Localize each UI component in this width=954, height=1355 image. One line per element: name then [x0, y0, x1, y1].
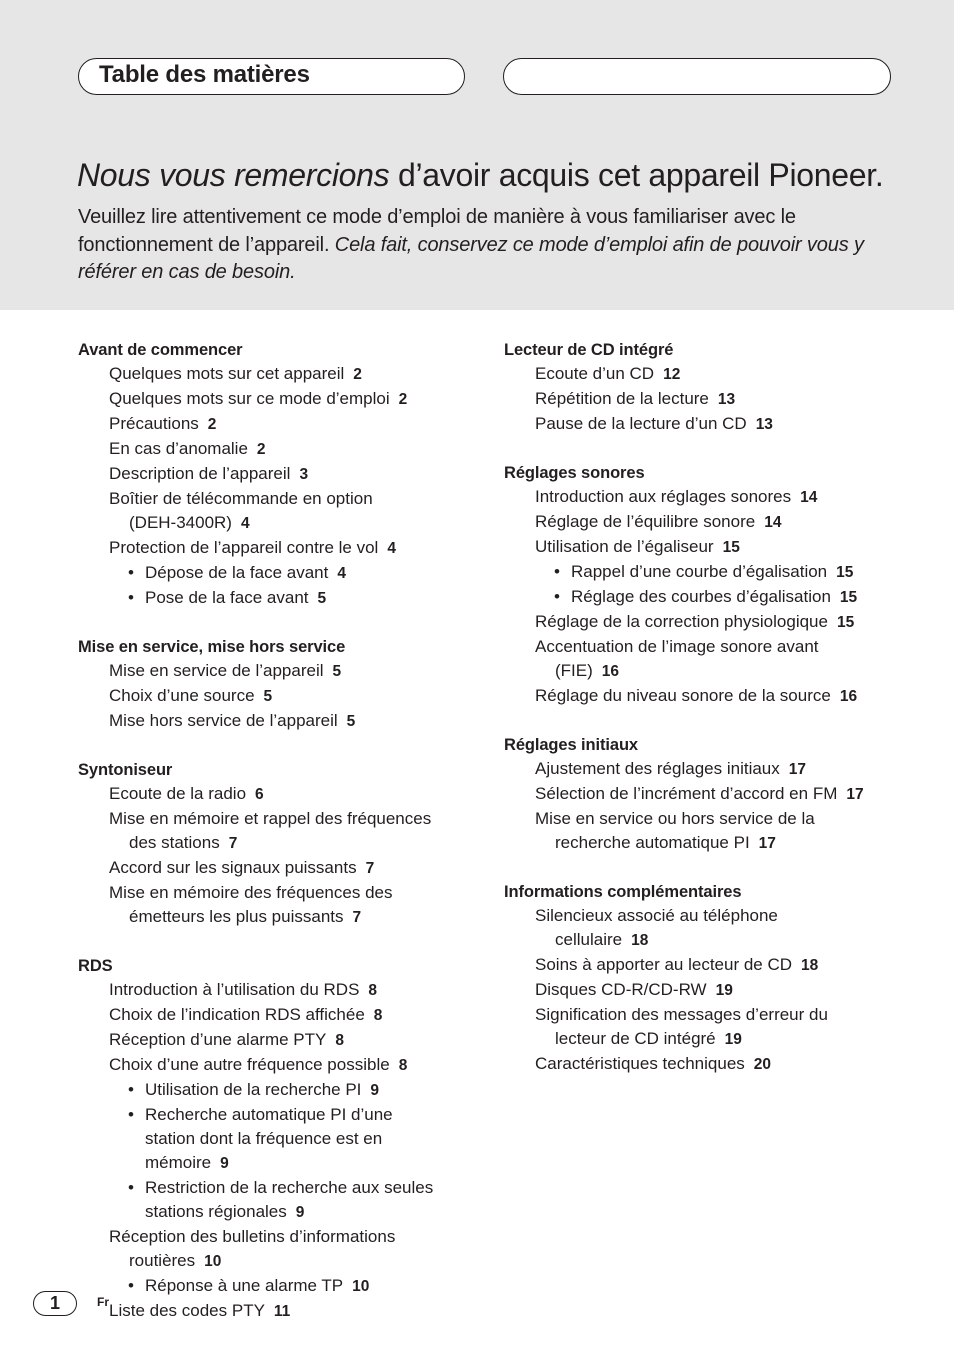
toc-entry: [78, 1053, 473, 1078]
toc-section-heading: Lecteur de CD intégré: [504, 341, 674, 359]
toc-entry-text: Mise en mémoire des fréquences des: [109, 883, 393, 902]
toc-entry: [504, 387, 904, 412]
toc-page-number: 11: [273, 1303, 291, 1320]
toc-entry: [78, 1249, 473, 1274]
toc-entry: [78, 709, 473, 734]
section-spacer: [78, 734, 473, 758]
toc-entry-text: Dépose de la face avant: [145, 563, 329, 582]
toc-page-number: 18: [631, 932, 649, 949]
toc-page-number: 4: [240, 515, 250, 532]
toc-page-number: 5: [332, 663, 342, 680]
toc-page-number: 13: [717, 391, 736, 408]
toc-page-number: 6: [255, 786, 264, 803]
toc-entry-text: stations régionales: [145, 1202, 287, 1221]
toc-entry-text: Quelques mots sur cet appareil: [109, 364, 345, 383]
toc-section-heading: Syntoniseur: [78, 761, 173, 779]
toc-entry: [504, 1052, 904, 1077]
toc-entry-text: routières: [129, 1251, 196, 1270]
toc-entry: [504, 904, 904, 928]
toc-page-number: 9: [295, 1204, 305, 1221]
toc-page-number: 2: [398, 391, 408, 408]
section-spacer: [78, 611, 473, 635]
toc-entry-text: Silencieux associé au téléphone: [535, 906, 778, 925]
toc-title: Table des matières: [99, 61, 310, 88]
toc-page-number: 7: [228, 835, 238, 852]
toc-entry: [78, 561, 473, 586]
toc-entry-text: Choix de l’indication RDS affichée: [109, 1005, 365, 1024]
toc-section-heading: Informations complémentaires: [504, 883, 742, 901]
toc-entry: [78, 684, 473, 709]
toc-entry: [78, 387, 473, 412]
toc-entry-text: Réglage de la correction physiologique: [535, 612, 828, 631]
toc-entry-text: Répétition de la lecture: [535, 389, 709, 408]
toc-page-number: 19: [724, 1031, 742, 1048]
page-number-badge: [33, 1291, 77, 1316]
toc-page-number: 8: [368, 982, 378, 999]
toc-entry: [504, 831, 904, 856]
toc-entry-text: Sélection de l’incrément d’accord en FM: [535, 784, 838, 803]
toc-section-heading: Réglages initiaux: [504, 736, 639, 754]
toc-entry-text: Réglage de l’équilibre sonore: [535, 512, 756, 531]
toc-page-number: 2: [353, 366, 362, 383]
toc-entry-text: cellulaire: [555, 930, 623, 949]
toc-page-number: 5: [346, 713, 356, 730]
toc-entry: [78, 487, 473, 511]
toc-entry: [78, 1225, 473, 1249]
page-number: 1: [49, 1293, 60, 1313]
toc-page-number: 17: [788, 761, 806, 778]
language-code: Fr: [97, 1295, 109, 1309]
bullet-icon: •: [554, 562, 560, 581]
toc-entry: [78, 1151, 473, 1176]
toc-page-number: 19: [715, 982, 733, 999]
toc-entry-text: Introduction à l’utilisation du RDS: [109, 980, 360, 999]
bullet-icon: •: [128, 563, 134, 582]
toc-entry-text: Pose de la face avant: [145, 588, 309, 607]
toc-entry: [78, 978, 473, 1003]
toc-page-number: 8: [335, 1032, 344, 1049]
toc-entry: [78, 807, 473, 831]
toc-entry-text: (FIE): [555, 661, 593, 680]
header-empty-box: [503, 58, 891, 95]
toc-entry-text: Ecoute de la radio: [109, 784, 247, 803]
toc-page-number: 20: [753, 1056, 772, 1073]
toc-section-heading: Avant de commencer: [78, 341, 243, 359]
toc-entry-text: Réception d’une alarme PTY: [109, 1030, 327, 1049]
bullet-icon: •: [128, 588, 134, 607]
toc-page-number: 14: [764, 514, 782, 531]
toc-entry: [78, 1127, 473, 1151]
toc-page-number: 14: [800, 489, 818, 506]
section-spacer: [504, 856, 904, 880]
bullet-icon: •: [128, 1080, 134, 1099]
bullet-icon: •: [128, 1105, 134, 1124]
intro-normal: Veuillez lire attentivement ce mode d’emploi de manière à vous familiariser avec le fonctionnement de l’appareil.: [78, 206, 796, 256]
toc-page-number: 2: [256, 441, 266, 458]
toc-entry: [78, 782, 473, 807]
toc-entry: [504, 635, 904, 659]
toc-entry: [78, 1103, 473, 1127]
toc-entry-text: Réception des bulletins d’informations: [109, 1227, 396, 1246]
toc-entry-text: Utilisation de l’égaliseur: [535, 537, 714, 556]
toc-page-number: 16: [601, 663, 620, 680]
toc-entry: [504, 757, 904, 782]
toc-page-number: 5: [317, 590, 327, 607]
toc-page-number: 15: [836, 614, 855, 631]
toc-page-number: 7: [365, 860, 375, 877]
toc-page-number: 8: [373, 1007, 383, 1024]
toc-entry-text: Signification des messages d’erreur du: [535, 1005, 828, 1024]
toc-page-number: 16: [839, 688, 858, 705]
toc-left-column: [78, 338, 473, 1324]
toc-page-number: 10: [204, 1253, 222, 1270]
toc-entry: [504, 659, 904, 684]
toc-page-number: 13: [755, 416, 773, 433]
toc-entry-text: lecteur de CD intégré: [555, 1029, 716, 1048]
toc-page-number: 10: [352, 1278, 370, 1295]
toc-entry: [78, 362, 473, 387]
toc-page-number: 4: [387, 540, 396, 557]
toc-entry: [78, 462, 473, 487]
toc-entry-text: Accord sur les signaux puissants: [109, 858, 357, 877]
toc-entry: [504, 978, 904, 1003]
toc-entry-text: Choix d’une autre fréquence possible: [109, 1055, 390, 1074]
toc-entry-text: Précautions: [109, 414, 199, 433]
toc-entry-text: Caractéristiques techniques: [535, 1054, 745, 1073]
toc-page-number: 8: [398, 1057, 408, 1074]
toc-entry: [504, 412, 904, 437]
toc-entry-text: En cas d’anomalie: [109, 439, 248, 458]
toc-page-number: 3: [299, 466, 309, 483]
toc-entry: [78, 1176, 473, 1200]
toc-entry: [78, 1078, 473, 1103]
toc-entry-text: Utilisation de la recherche PI: [145, 1080, 362, 1099]
toc-entry: [504, 953, 904, 978]
toc-entry: [504, 1027, 904, 1052]
toc-page-number: 15: [839, 589, 858, 606]
toc-entry-text: Mise en service ou hors service de la: [535, 809, 815, 828]
toc-entry-text: Ajustement des réglages initiaux: [535, 759, 780, 778]
toc-section-heading: Réglages sonores: [504, 464, 645, 482]
toc-entry: [78, 831, 473, 856]
toc-title-box: [78, 58, 465, 95]
toc-entry: [504, 807, 904, 831]
toc-entry-text: Mise hors service de l’appareil: [109, 711, 338, 730]
toc-entry-text: mémoire: [145, 1153, 212, 1172]
toc-entry-text: Introduction aux réglages sonores: [535, 487, 792, 506]
toc-entry: [504, 362, 904, 387]
toc-entry-text: Description de l’appareil: [109, 464, 291, 483]
toc-entry: [78, 856, 473, 881]
toc-entry: [78, 437, 473, 462]
toc-page-number: 9: [220, 1155, 229, 1172]
toc-entry: [504, 610, 904, 635]
bullet-icon: •: [554, 587, 560, 606]
toc-page-number: 9: [370, 1082, 380, 1099]
toc-entry-text: Soins à apporter au lecteur de CD: [535, 955, 793, 974]
toc-entry-text: Ecoute d’un CD: [535, 364, 655, 383]
toc-entry-text: recherche automatique PI: [555, 833, 750, 852]
toc-entry-text: Disques CD-R/CD-RW: [535, 980, 707, 999]
toc-entry: [504, 560, 904, 585]
headline-rest: d’avoir acquis cet appareil Pioneer.: [389, 157, 884, 193]
intro-paragraph: [78, 204, 878, 287]
toc-entry: [504, 684, 904, 709]
headline-italic: Nous vous remercions: [77, 157, 390, 193]
toc-page-number: 5: [263, 688, 273, 705]
toc-entry: [78, 1274, 473, 1299]
toc-entry: [78, 1028, 473, 1053]
toc-entry: [504, 510, 904, 535]
toc-entry-text: Liste des codes PTY: [109, 1301, 265, 1320]
toc-entry-text: Réglage des courbes d’égalisation: [571, 587, 831, 606]
bullet-icon: •: [128, 1178, 134, 1197]
section-spacer: [78, 930, 473, 954]
toc-entry-text: Choix d’une source: [109, 686, 255, 705]
toc-page-number: 17: [758, 835, 776, 852]
toc-entry-text: émetteurs les plus puissants: [129, 907, 344, 926]
toc-entry-text: Rappel d’une courbe d’égalisation: [571, 562, 828, 581]
toc-entry: [78, 905, 473, 930]
toc-entry: [504, 535, 904, 560]
toc-entry-text: Quelques mots sur ce mode d’emploi: [109, 389, 390, 408]
toc-page-number: 18: [801, 957, 819, 974]
toc-entry: [78, 1299, 473, 1324]
toc-page-number: 4: [337, 565, 346, 582]
section-spacer: [504, 709, 904, 733]
toc-entry: [78, 881, 473, 905]
toc-section-heading: RDS: [78, 957, 113, 975]
toc-entry: [78, 412, 473, 437]
toc-entry: [78, 1200, 473, 1225]
toc-entry-text: Protection de l’appareil contre le vol: [109, 538, 379, 557]
toc-entry: [78, 659, 473, 684]
toc-page-number: 15: [836, 564, 854, 581]
toc-entry: [78, 511, 473, 536]
toc-page-number: 12: [663, 366, 681, 383]
toc-entry: [78, 1003, 473, 1028]
bullet-icon: •: [128, 1276, 134, 1295]
toc-entry-text: Accentuation de l’image sonore avant: [535, 637, 819, 656]
toc-entry: [504, 485, 904, 510]
toc-section-heading: Mise en service, mise hors service: [78, 638, 346, 656]
headline: [77, 157, 883, 194]
toc-entry-text: Mise en service de l’appareil: [109, 661, 324, 680]
toc-page-number: 7: [352, 909, 362, 926]
toc-page-number: 2: [207, 416, 217, 433]
toc-entry-text: Boîtier de télécommande en option: [109, 489, 373, 508]
toc-entry: [504, 782, 904, 807]
toc-entry-text: (DEH-3400R): [129, 513, 232, 532]
toc-entry: [504, 585, 904, 610]
toc-entry-text: des stations: [129, 833, 220, 852]
toc-entry-text: Recherche automatique PI d’une: [145, 1105, 393, 1124]
toc-page-number: 17: [846, 786, 864, 803]
toc-entry-text: station dont la fréquence est en: [145, 1129, 383, 1148]
toc-entry-text: Restriction de la recherche aux seules: [145, 1178, 434, 1197]
toc-entry: [78, 536, 473, 561]
toc-right-column: [504, 338, 904, 1077]
toc-entry-text: Mise en mémoire et rappel des fréquences: [109, 809, 432, 828]
section-spacer: [504, 437, 904, 461]
toc-entry-text: Pause de la lecture d’un CD: [535, 414, 747, 433]
toc-entry-text: Réglage du niveau sonore de la source: [535, 686, 831, 705]
toc-entry-text: Réponse à une alarme TP: [145, 1276, 344, 1295]
intro-italic: Cela fait, conservez ce mode d’emploi afin de pouvoir vous y référer en cas de besoin.: [78, 233, 864, 283]
toc-entry: [504, 928, 904, 953]
toc-page-number: 15: [722, 539, 740, 556]
toc-entry: [504, 1003, 904, 1027]
toc-entry: [78, 586, 473, 611]
